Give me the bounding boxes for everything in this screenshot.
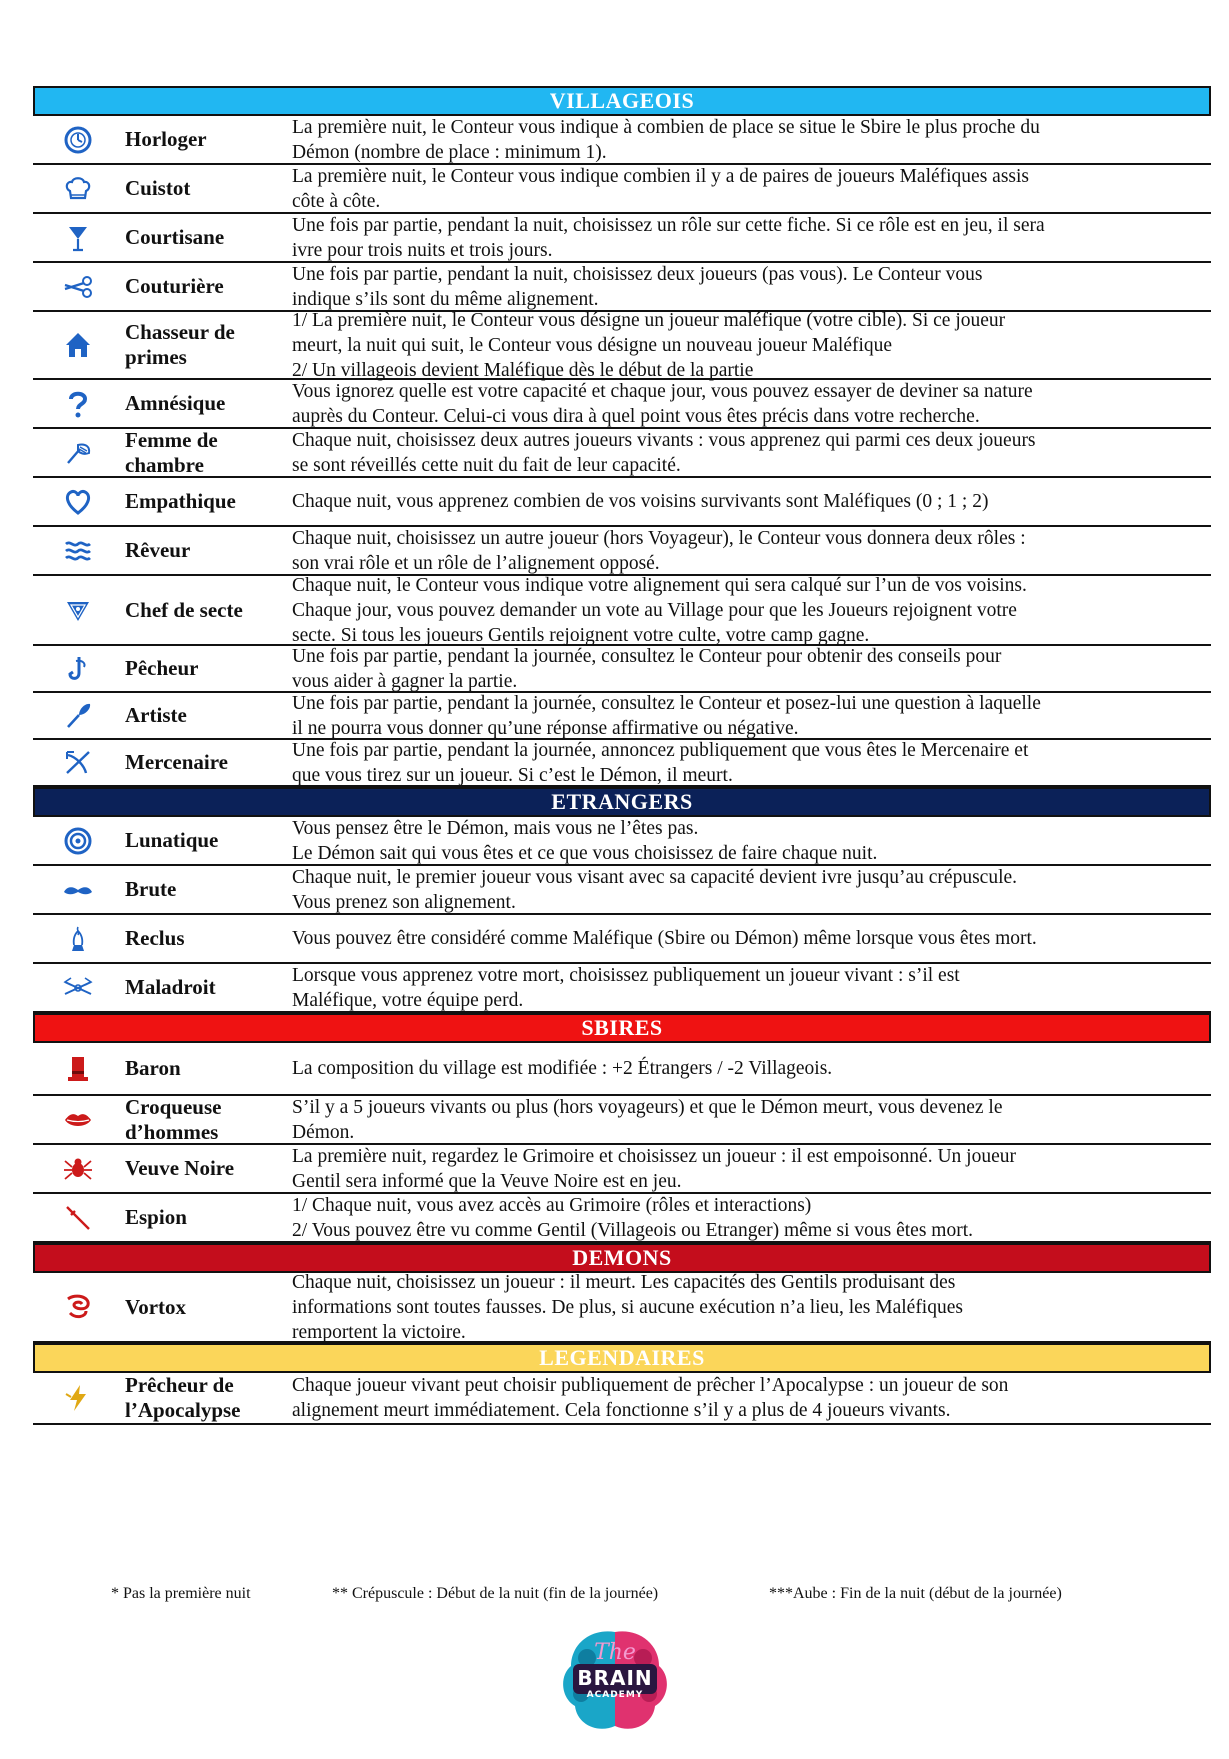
role-description (285, 116, 1211, 163)
role-row (33, 116, 1211, 165)
role-description-line: se sont réveillés cette nuit du fait de leur capacité. (292, 454, 681, 476)
role-description-line: Chaque jour, vous pouvez demander un vote au Village pour que les Joueurs rejoignent votre (292, 599, 1017, 621)
vortex-icon (62, 1291, 94, 1323)
role-description (285, 576, 1211, 644)
role-description-line: Gentil sera informé que la Veuve Noire est en jeu. (292, 1170, 682, 1192)
feather-duster-icon (62, 437, 94, 469)
role-icon-cell (33, 263, 123, 310)
spiral-icon (62, 825, 94, 857)
role-row (33, 576, 1211, 646)
role-icon-cell (33, 116, 123, 163)
role-description (285, 165, 1211, 212)
section-etrangers (33, 817, 1211, 1013)
role-description-line: auprès du Conteur. Celui-ci vous dira à quel point vous êtes précis dans votre recherche. (292, 405, 980, 427)
role-description-line: Une fois par partie, pendant la journée, annoncez publiquement que vous êtes le Mercenaire et (292, 739, 1029, 761)
role-description-line: indique s’ils sont du même alignement. (292, 288, 599, 310)
role-description-line: que vous tirez sur un joueur. Si c’est le Démon, il meurt. (292, 764, 733, 786)
section-header-demons: DEMONS (33, 1243, 1211, 1273)
role-row (33, 1043, 1211, 1096)
role-description-line: Vous prenez son alignement. (292, 891, 516, 913)
role-description (285, 380, 1211, 427)
role-description (285, 1273, 1211, 1341)
role-description-line: Chaque joueur vivant peut choisir publiquement de prêcher l’Apocalypse : un joueur de son (292, 1375, 1009, 1396)
role-row (33, 1273, 1211, 1343)
house-icon (62, 329, 94, 361)
role-description (285, 1043, 1211, 1094)
role-description-line: 2/ Un villageois devient Maléfique dès le début de la partie (292, 359, 754, 381)
role-description (285, 740, 1211, 785)
cocktail-glass-icon (62, 222, 94, 254)
role-description (285, 429, 1211, 476)
role-description (285, 1373, 1211, 1423)
role-description (285, 478, 1211, 525)
role-icon-cell (33, 1043, 123, 1094)
role-icon-cell (33, 576, 123, 644)
role-name: Chef de secte (125, 597, 243, 622)
role-icon-cell (33, 429, 123, 476)
role-icon-cell (33, 646, 123, 691)
role-description (285, 693, 1211, 738)
role-row (33, 429, 1211, 478)
role-description-line: côte à côte. (292, 190, 381, 212)
role-name: Cuistot (125, 176, 191, 200)
broken-arrows-icon (62, 972, 94, 1004)
lightning-bolt-icon (62, 1382, 94, 1414)
role-row (33, 1096, 1211, 1145)
logo-the-text: The (594, 1640, 636, 1665)
section-demons (33, 1273, 1211, 1343)
role-name: Courtisane (125, 225, 225, 249)
role-sheet (33, 86, 1211, 1425)
role-description-line: La première nuit, le Conteur vous indique à combien de place se situe le Sbire le plus proche du (292, 116, 1040, 138)
role-row (33, 309, 1211, 381)
role-description (285, 964, 1211, 1011)
chef-hat-icon (62, 173, 94, 205)
role-row (33, 866, 1211, 915)
role-name: Lunatique (125, 828, 219, 852)
role-description-line: remportent la victoire. (292, 1321, 466, 1343)
scissors-icon (62, 271, 94, 303)
section-legendaires (33, 1373, 1211, 1425)
role-description-line: 2/ Vous pouvez être vu comme Gentil (Villageois ou Etranger) même si vous êtes mort. (292, 1219, 973, 1241)
footer-note-first-night: * Pas la première nuit (111, 1585, 251, 1602)
waves-icon (62, 535, 94, 567)
role-row (33, 646, 1211, 693)
role-icon-cell (33, 312, 123, 378)
role-description-line: Lorsque vous apprenez votre mort, choisissez publiquement un joueur vivant : s’il est (292, 964, 960, 986)
role-icon-cell (33, 693, 123, 738)
role-icon-cell (33, 817, 123, 864)
role-description-line: Chaque nuit, le premier joueur vous visant avec sa capacité devient ivre jusqu’au crépuscule. (292, 866, 1018, 888)
role-icon-cell (33, 1145, 123, 1192)
role-description (285, 866, 1211, 913)
role-icon-cell (33, 1273, 123, 1341)
role-name: Chasseur de primes (125, 320, 235, 369)
role-description-line: Démon (nombre de place : minimum 1). (292, 141, 607, 163)
role-icon-cell (33, 214, 123, 261)
role-name: Reclus (125, 926, 185, 950)
role-description-line: vous aider à gagner la partie. (292, 670, 518, 692)
role-description-line: il ne pourra vous donner qu’une réponse affirmative ou négative. (292, 717, 799, 739)
role-icon-cell (33, 165, 123, 212)
role-description (285, 1096, 1211, 1143)
role-name: Couturière (125, 274, 224, 298)
role-description-line: La première nuit, le Conteur vous indique combien il y a de paires de joueurs Maléfiques assis (292, 165, 1030, 187)
section-villageois (33, 116, 1211, 787)
role-icon-cell (33, 527, 123, 574)
brain-academy-logo (553, 1622, 677, 1746)
role-description-line: Une fois par partie, pendant la journée, consultez le Conteur et posez-lui une question à laquelle (292, 692, 1041, 714)
role-description-line: son vrai rôle et un rôle de l’alignement opposé. (292, 552, 660, 574)
role-name: Croqueuse d’hommes (125, 1094, 222, 1144)
role-row (33, 527, 1211, 576)
heart-icon (62, 486, 94, 518)
role-description-line: 1/ La première nuit, le Conteur vous désigne un joueur maléfique (votre cible). Si ce joueur (292, 309, 1006, 331)
role-description-line: Vous ignorez quelle est votre capacité et chaque jour, vous pouvez essayer de deviner sa nature (292, 380, 1033, 402)
role-icon-cell (33, 915, 123, 962)
role-name: Brute (125, 877, 177, 901)
role-name: Artiste (125, 703, 187, 727)
role-icon-cell (33, 866, 123, 913)
role-name: Mercenaire (125, 750, 229, 774)
section-header-legendaires: LEGENDAIRES (33, 1343, 1211, 1373)
role-description-line: Le Démon sait qui vous êtes et ce que vous choisissez de faire chaque nuit. (292, 842, 878, 864)
role-description-line: S’il y a 5 joueurs vivants ou plus (hors voyageurs) et que le Démon meurt, vous devenez le (292, 1096, 1003, 1118)
role-name: Horloger (125, 127, 207, 151)
role-description-line: informations sont toutes fausses. De plus, si aucune exécution n’a lieu, les Maléfiques (292, 1296, 963, 1318)
role-name: Femme de chambre (125, 427, 218, 477)
role-description-line: La composition du village est modifiée : +2 Étrangers / -2 Villageois. (292, 1058, 833, 1079)
role-description-line: Chaque nuit, choisissez un autre joueur (hors Voyageur), le Conteur vous donnera deux rôles : (292, 527, 1026, 549)
role-description-line: Chaque nuit, choisissez deux autres joueurs vivants : vous apprenez qui parmi ces deux joueurs (292, 429, 1036, 451)
role-name: Pêcheur (125, 656, 199, 680)
role-description-line: La première nuit, regardez le Grimoire et choisissez un joueur : il est empoisonné. Un joueur (292, 1145, 1016, 1167)
clock-icon (62, 124, 94, 156)
role-description-line: Vous pouvez être considéré comme Maléfique (Sbire ou Démon) même lorsque vous êtes mort. (292, 928, 1037, 949)
role-description-line: Vous pensez être le Démon, mais vous ne l’êtes pas. (292, 817, 699, 839)
role-description-line: Chaque nuit, choisissez un joueur : il meurt. Les capacités des Gentils produisant des (292, 1271, 956, 1293)
spider-icon (62, 1153, 94, 1185)
role-description-line: meurt, la nuit qui suit, le Conteur vous désigne un nouveau joueur Maléfique (292, 334, 893, 356)
role-description (285, 915, 1211, 962)
role-icon-cell (33, 1194, 123, 1241)
role-icon-cell (33, 380, 123, 427)
role-description-line: 1/ Chaque nuit, vous avez accès au Grimoire (rôles et interactions) (292, 1194, 812, 1216)
role-description (285, 646, 1211, 691)
role-row (33, 740, 1211, 787)
section-sbires (33, 1043, 1211, 1243)
role-row (33, 214, 1211, 263)
role-row (33, 693, 1211, 740)
logo-academy-text: ACADEMY (586, 1690, 644, 1700)
paintbrush-icon (62, 700, 94, 732)
top-hat-icon (62, 1053, 94, 1085)
role-name: Rêveur (125, 538, 191, 562)
role-description-line: Une fois par partie, pendant la nuit, choisissez un rôle sur cette fiche. Si ce rôle est en jeu, il sera (292, 214, 1045, 236)
logo-brain-text: BRAIN (577, 1666, 653, 1690)
role-name: Veuve Noire (125, 1156, 235, 1180)
role-row (33, 478, 1211, 527)
role-description-line: Une fois par partie, pendant la nuit, choisissez deux joueurs (pas vous). Le Conteur vous (292, 263, 983, 285)
role-description (285, 527, 1211, 574)
fish-hook-icon (62, 653, 94, 685)
role-name: Baron (125, 1056, 181, 1080)
role-description-line: Chaque nuit, le Conteur vous indique votre alignement qui sera calqué sur l’un de vos voisins. (292, 574, 1027, 596)
footer-note-dusk: ** Crépuscule : Début de la nuit (fin de la journée) (332, 1585, 659, 1602)
role-name: Empathique (125, 489, 236, 513)
role-row (33, 817, 1211, 866)
role-description (285, 1145, 1211, 1192)
role-icon-cell (33, 740, 123, 785)
role-row (33, 915, 1211, 964)
role-row (33, 1194, 1211, 1243)
role-description-line: Chaque nuit, vous apprenez combien de vos voisins survivants sont Maléfiques (0 ; 1 ; 2) (292, 491, 989, 512)
oil-lamp-icon (62, 923, 94, 955)
role-row (33, 1145, 1211, 1194)
role-description-line: Démon. (292, 1121, 355, 1143)
crossbow-icon (62, 747, 94, 779)
role-icon-cell (33, 1373, 123, 1423)
role-description (285, 263, 1211, 310)
role-icon-cell (33, 964, 123, 1011)
role-icon-cell (33, 1096, 123, 1143)
role-row (33, 380, 1211, 429)
cult-pendant-icon (62, 594, 94, 626)
section-header-sbires: SBIRES (33, 1013, 1211, 1043)
section-header-etrangers: ETRANGERS (33, 787, 1211, 817)
dagger-icon (62, 1202, 94, 1234)
role-row (33, 263, 1211, 312)
role-description-line: ivre pour trois nuits et trois jours. (292, 239, 553, 261)
role-description-line: Maléfique, votre équipe perd. (292, 989, 524, 1011)
role-icon-cell (33, 478, 123, 525)
mustache-icon (62, 874, 94, 906)
role-name: Prêcheur de l’Apocalypse (125, 1373, 241, 1422)
lips-icon (62, 1104, 94, 1136)
role-name: Espion (125, 1205, 187, 1229)
role-description (285, 214, 1211, 261)
role-row (33, 165, 1211, 214)
role-description-line: Une fois par partie, pendant la journée, consultez le Conteur pour obtenir des conseils pour (292, 645, 1002, 667)
role-description (285, 309, 1211, 381)
role-description-line: secte. Si tous les joueurs Gentils rejoignent votre culte, votre camp gagne. (292, 624, 870, 646)
role-name: Amnésique (125, 391, 226, 415)
role-description (285, 1194, 1211, 1241)
section-header-villageois: VILLAGEOIS (33, 86, 1211, 116)
role-description (285, 817, 1211, 864)
role-row (33, 964, 1211, 1013)
role-name: Vortox (125, 1294, 187, 1319)
role-description-line: alignement meurt immédiatement. Cela fonctionne s’il y a plus de 4 joueurs vivants. (292, 1400, 951, 1421)
footer-note-dawn: ***Aube : Fin de la nuit (début de la journée) (769, 1585, 1062, 1602)
role-name: Maladroit (125, 975, 216, 999)
role-row (33, 1373, 1211, 1425)
question-mark-icon (62, 388, 94, 420)
